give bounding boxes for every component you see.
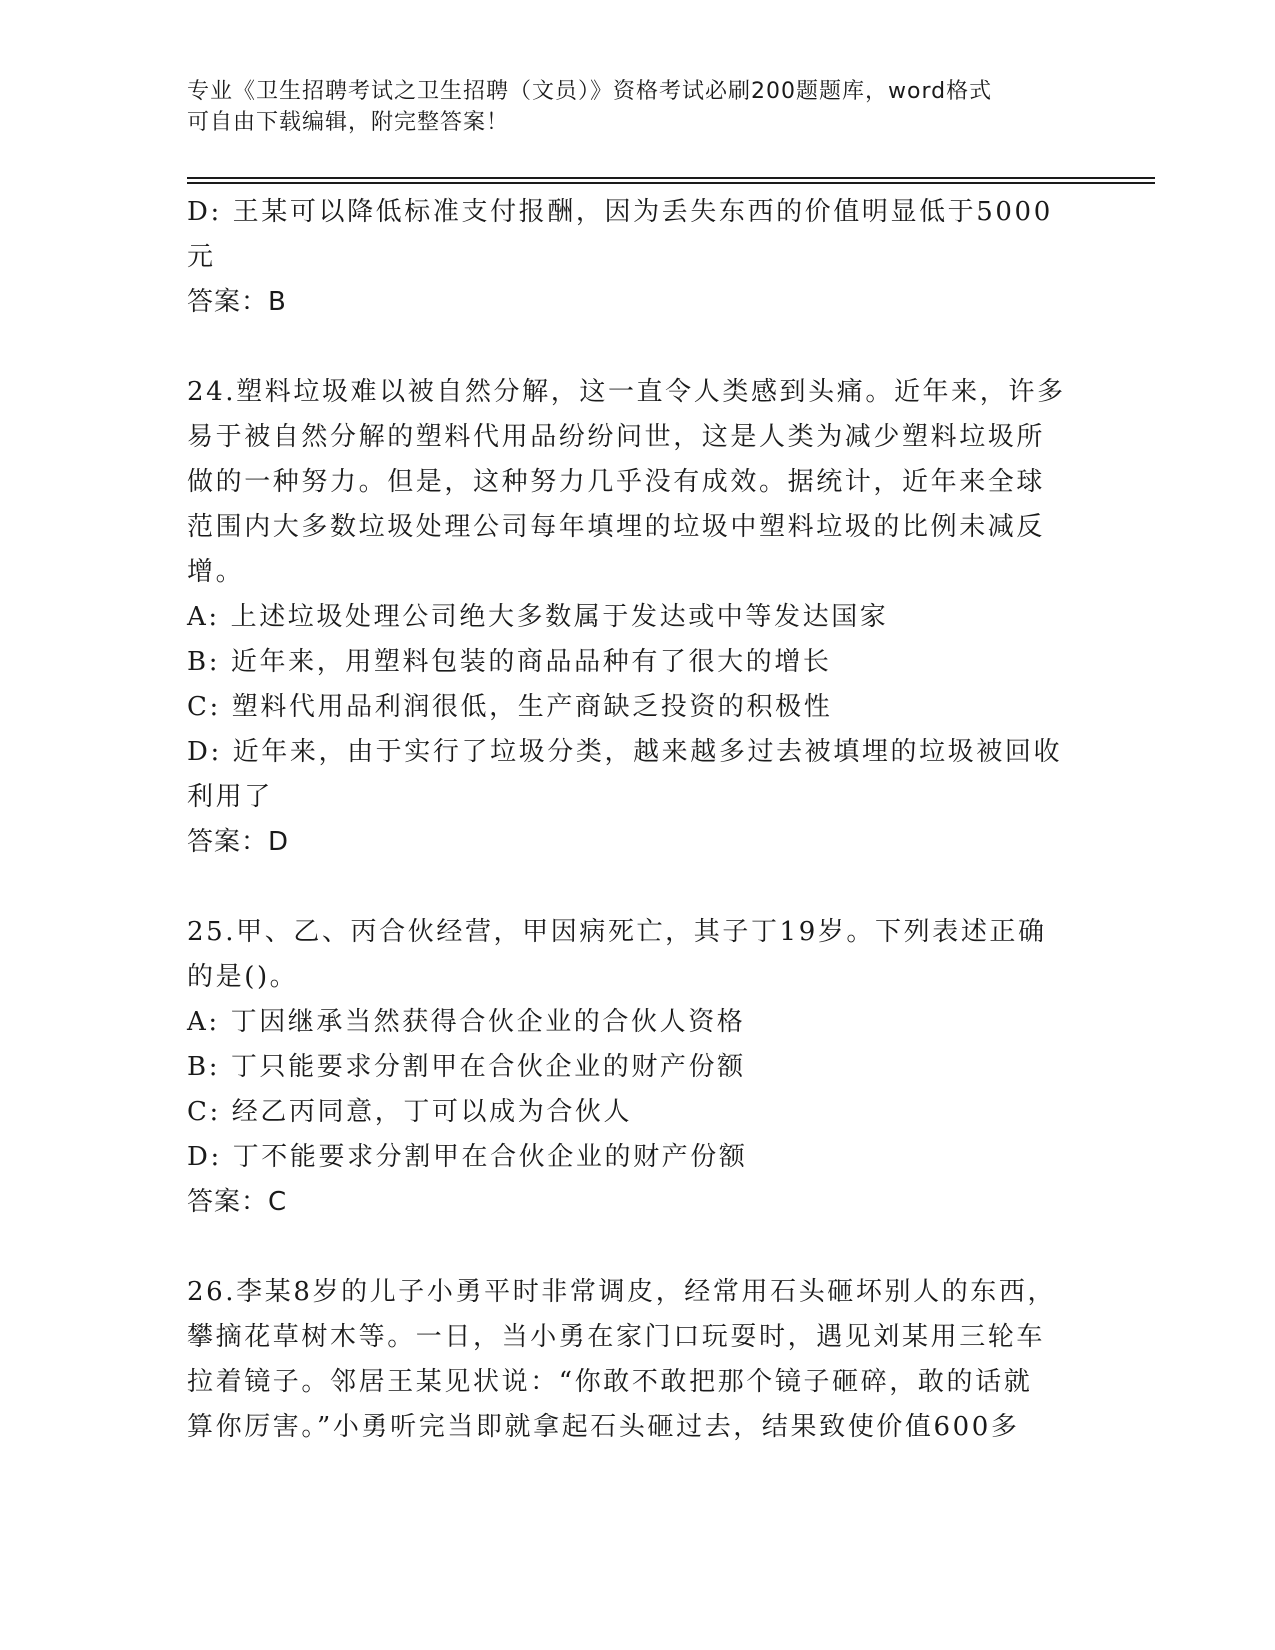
question-stem-line: 26.李某8岁的儿子小勇平时非常调皮，经常用石头砸坏别人的东西， <box>187 1277 1057 1307</box>
header-rule-top <box>187 177 1155 179</box>
spacer <box>187 1225 1077 1270</box>
option-d-continued: 利用了 <box>187 782 273 812</box>
question-stem-line: 拉着镜子。邻居王某见状说：“你敢不敢把那个镜子砸碎，敢的话就 <box>187 1367 1033 1397</box>
header-line-1: 专业《卫生招聘考试之卫生招聘（文员）》资格考试必刷200题题库，word格式 <box>187 79 993 104</box>
option-d: D: 王某可以降低标准支付报酬，因为丢失东西的价值明显低于5000 <box>187 197 1053 227</box>
question-stem-line: 增。 <box>187 557 245 587</box>
question-stem-line: 攀摘花草树木等。一日，当小勇在家门口玩耍时，遇见刘某用三轮车 <box>187 1322 1046 1352</box>
option-a: A: 上述垃圾处理公司绝大多数属于发达或中等发达国家 <box>187 602 889 632</box>
question-stem-line: 范围内大多数垃圾处理公司每年填埋的垃圾中塑料垃圾的比例未减反 <box>187 512 1046 542</box>
option-d-continued: 元 <box>187 242 216 272</box>
option-d: D: 丁不能要求分割甲在合伙企业的财产份额 <box>187 1142 748 1172</box>
document-body <box>187 190 1077 1450</box>
option-c: C: 经乙丙同意，丁可以成为合伙人 <box>187 1097 633 1127</box>
spacer <box>187 865 1077 910</box>
option-a: A: 丁因继承当然获得合伙企业的合伙人资格 <box>187 1007 746 1037</box>
question-stem-line: 易于被自然分解的塑料代用品纷纷问世，这是人类为减少塑料垃圾所 <box>187 422 1046 452</box>
question-24 <box>187 370 1077 865</box>
question-26 <box>187 1270 1077 1450</box>
option-b: B: 近年来，用塑料包装的商品品种有了很大的增长 <box>187 647 832 677</box>
spacer <box>187 325 1077 370</box>
question-stem-line: 做的一种努力。但是，这种努力几乎没有成效。据统计，近年来全球 <box>187 467 1046 497</box>
question-stem-line: 算你厉害。”小勇听完当即就拿起石头砸过去，结果致使价值600多 <box>187 1412 1020 1442</box>
question-23-tail <box>187 190 1077 325</box>
question-stem-line: 25.甲、乙、丙合伙经营，甲因病死亡，其子丁19岁。下列表述正确 <box>187 917 1047 947</box>
header-line-2: 可自由下载编辑，附完整答案！ <box>187 110 510 135</box>
document-header <box>187 76 1067 138</box>
question-stem-line: 24.塑料垃圾难以被自然分解，这一直令人类感到头痛。近年来，许多 <box>187 377 1066 407</box>
header-rule-bottom <box>187 182 1155 184</box>
answer-line: 答案：B <box>187 287 287 317</box>
question-stem-line: 的是()。 <box>187 962 299 992</box>
answer-line: 答案：D <box>187 827 290 857</box>
question-25 <box>187 910 1077 1225</box>
option-d: D: 近年来，由于实行了垃圾分类，越来越多过去被填埋的垃圾被回收 <box>187 737 1063 767</box>
option-c: C: 塑料代用品利润很低，生产商缺乏投资的积极性 <box>187 692 833 722</box>
answer-line: 答案：C <box>187 1187 288 1217</box>
option-b: B: 丁只能要求分割甲在合伙企业的财产份额 <box>187 1052 746 1082</box>
